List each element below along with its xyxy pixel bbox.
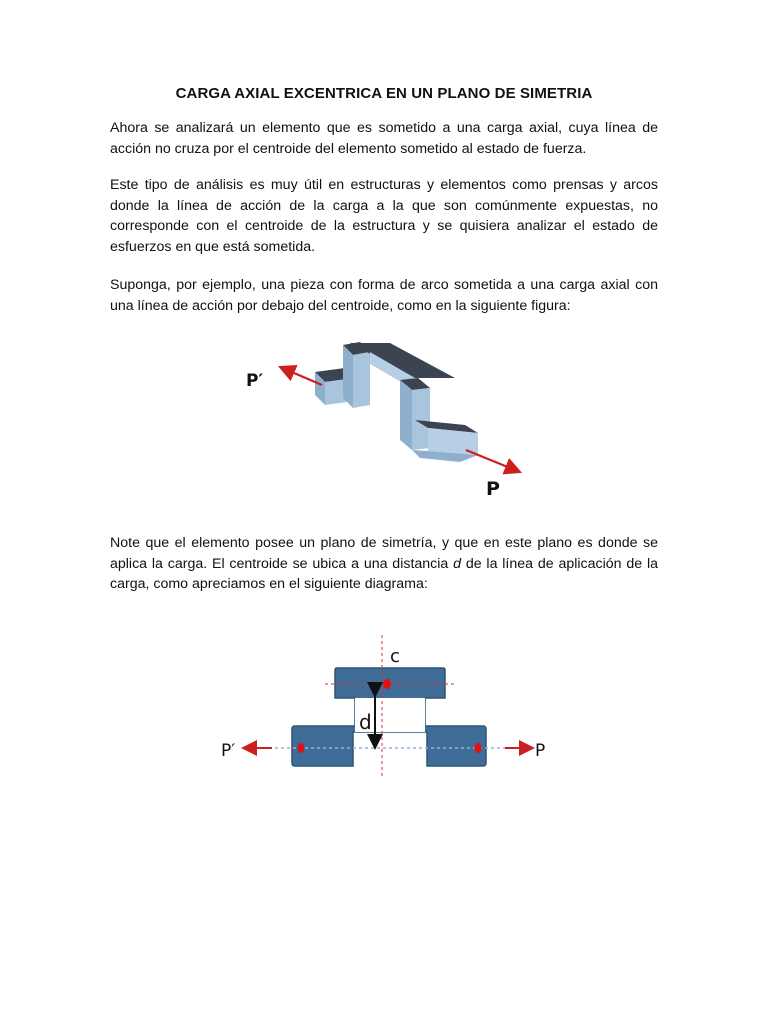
centroid-label-c: c (390, 646, 400, 667)
load-label-p-prime: P′ (246, 371, 263, 391)
eccentricity-diagram (215, 630, 560, 780)
document-title: CARGA AXIAL EXCENTRICA EN UN PLANO DE SIMETRIA (175, 85, 593, 102)
load-point-left (298, 743, 305, 753)
load-label-p-prime: P′ (221, 741, 236, 761)
paragraph-text-end: de la línea de aplicación de la carga, como apreciamos en el siguiente diagrama: (110, 555, 658, 592)
paragraph-example: Suponga, por ejemplo, una pieza con forma de arco sometida a una carga axial con una línea de acción por debajo del centroide, como en la siguiente figura: (110, 277, 658, 314)
arch-member-shape (315, 342, 478, 462)
paragraph-intro: Ahora se analizará un elemento que es sometido a una carga axial, cuya línea de acción no cruza por el centroide del elemento sometido al estado de fuerza. (110, 120, 658, 157)
centroid-point (383, 679, 391, 689)
paragraph-symmetry-plane (110, 533, 658, 595)
load-label-p: P (486, 478, 500, 500)
arch-member-3d-figure (240, 330, 540, 500)
load-label-p: P (535, 741, 546, 761)
paragraph-text-start: Note que el elemento posee un plano de simetría, y que en este plano es donde se aplica la carga. El centroide se ubica a una distancia (110, 535, 658, 572)
load-arrow-right (466, 450, 520, 472)
load-point-right (475, 743, 482, 753)
distance-label-d: d (359, 710, 372, 734)
paragraph-applications: Este tipo de análisis es muy útil en estructuras y elementos como prensas y arcos donde la línea de acción de la carga a la que son comúnmente expuestas, no corresponde con el centroide de la estructura y se quisiera analizar el estado de esfuerzos en que está sometida. (110, 177, 658, 255)
distance-variable: d (453, 555, 462, 572)
